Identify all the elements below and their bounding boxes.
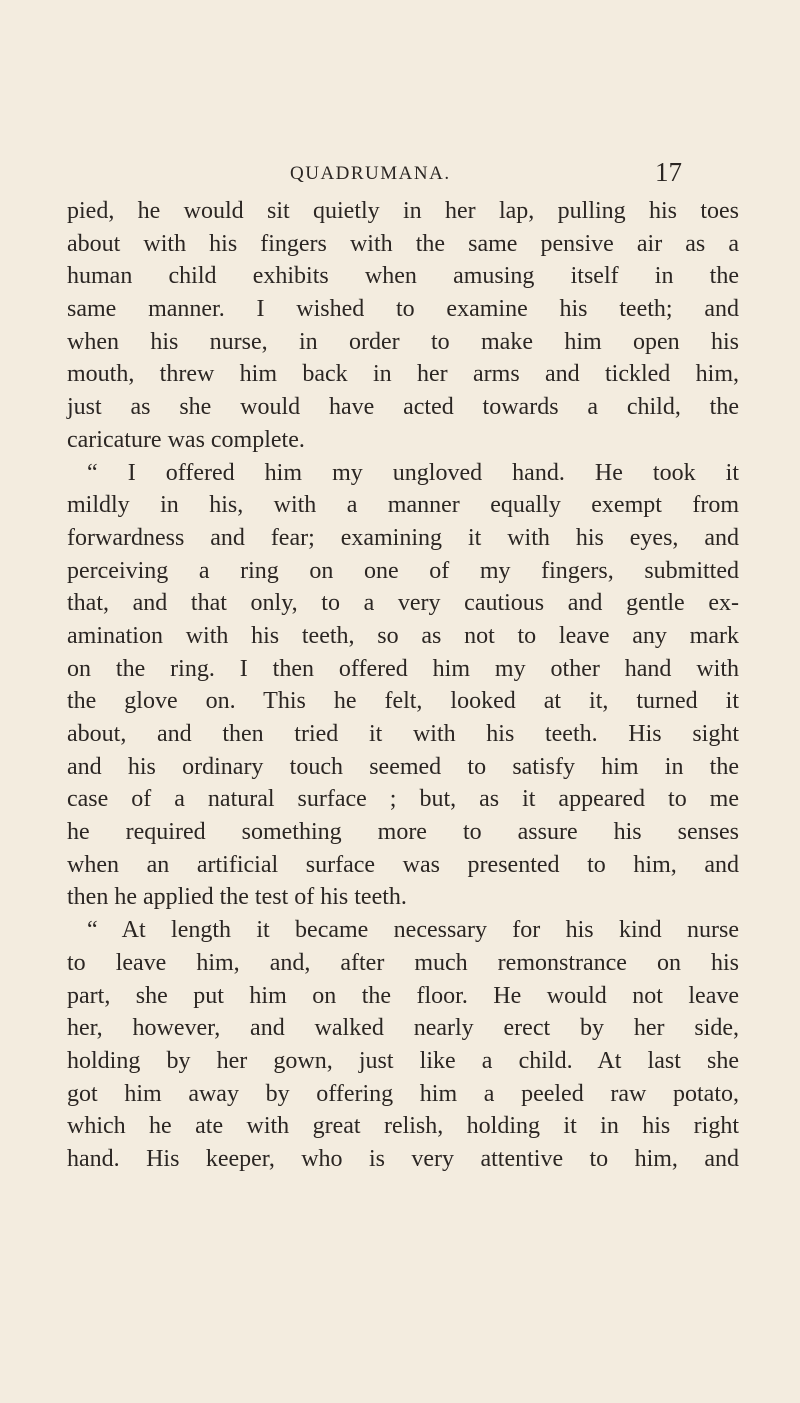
text-line: about with his fingers with the same pensive air as a <box>67 230 739 257</box>
text-line: to leave him, and, after much remonstrance on his <box>67 949 739 976</box>
text-line: holding by her gown, just like a child. At last she <box>67 1047 739 1074</box>
page-header <box>0 157 800 191</box>
text-line: case of a natural surface ; but, as it appeared to me <box>67 786 739 813</box>
text-line: when his nurse, in order to make him open his <box>67 328 739 355</box>
text-line: on the ring. I then offered him my other hand with <box>67 655 739 682</box>
text-line: just as she would have acted towards a child, the <box>67 394 739 421</box>
text-line: which he ate with great relish, holding it in his right <box>67 1113 739 1140</box>
paragraph-end-line: then he applied the test of his teeth. <box>67 884 407 911</box>
paragraph-end-line: caricature was complete. <box>67 426 305 453</box>
text-line: mildly in his, with a manner equally exempt from <box>67 492 739 519</box>
text-line: when an artificial surface was presented to him, and <box>67 851 739 878</box>
text-line: got him away by offering him a peeled raw potato, <box>67 1080 739 1107</box>
text-line: part, she put him on the floor. He would not leave <box>67 982 739 1009</box>
text-line: hand. His keeper, who is very attentive to him, and <box>67 1145 739 1172</box>
text-line: mouth, threw him back in her arms and tickled him, <box>67 361 739 388</box>
text-line: the glove on. This he felt, looked at it, turned it <box>67 688 739 715</box>
text-line: that, and that only, to a very cautious and gentle ex- <box>67 590 739 617</box>
text-line: perceiving a ring on one of my fingers, submitted <box>67 557 739 584</box>
paragraph-start-line: “ I offered him my ungloved hand. He took it <box>87 459 739 486</box>
text-line: pied, he would sit quietly in her lap, pulling his toes <box>67 198 739 224</box>
running-head: QUADRUMANA. <box>290 163 451 184</box>
text-line: he required something more to assure his senses <box>67 819 739 846</box>
text-line: amination with his teeth, so as not to leave any mark <box>67 622 739 649</box>
text-line: human child exhibits when amusing itself in the <box>67 263 739 290</box>
text-line: and his ordinary touch seemed to satisfy him in the <box>67 753 739 780</box>
text-line: same manner. I wished to examine his teeth; and <box>67 296 739 323</box>
paragraph-start-line: “ At length it became necessary for his kind nurse <box>87 917 739 944</box>
page-number: 17 <box>655 157 682 187</box>
text-line: about, and then tried it with his teeth. His sight <box>67 721 739 747</box>
body-text <box>67 195 739 1176</box>
text-line: her, however, and walked nearly erect by her side, <box>67 1015 739 1042</box>
text-line: forwardness and fear; examining it with his eyes, and <box>67 524 739 551</box>
